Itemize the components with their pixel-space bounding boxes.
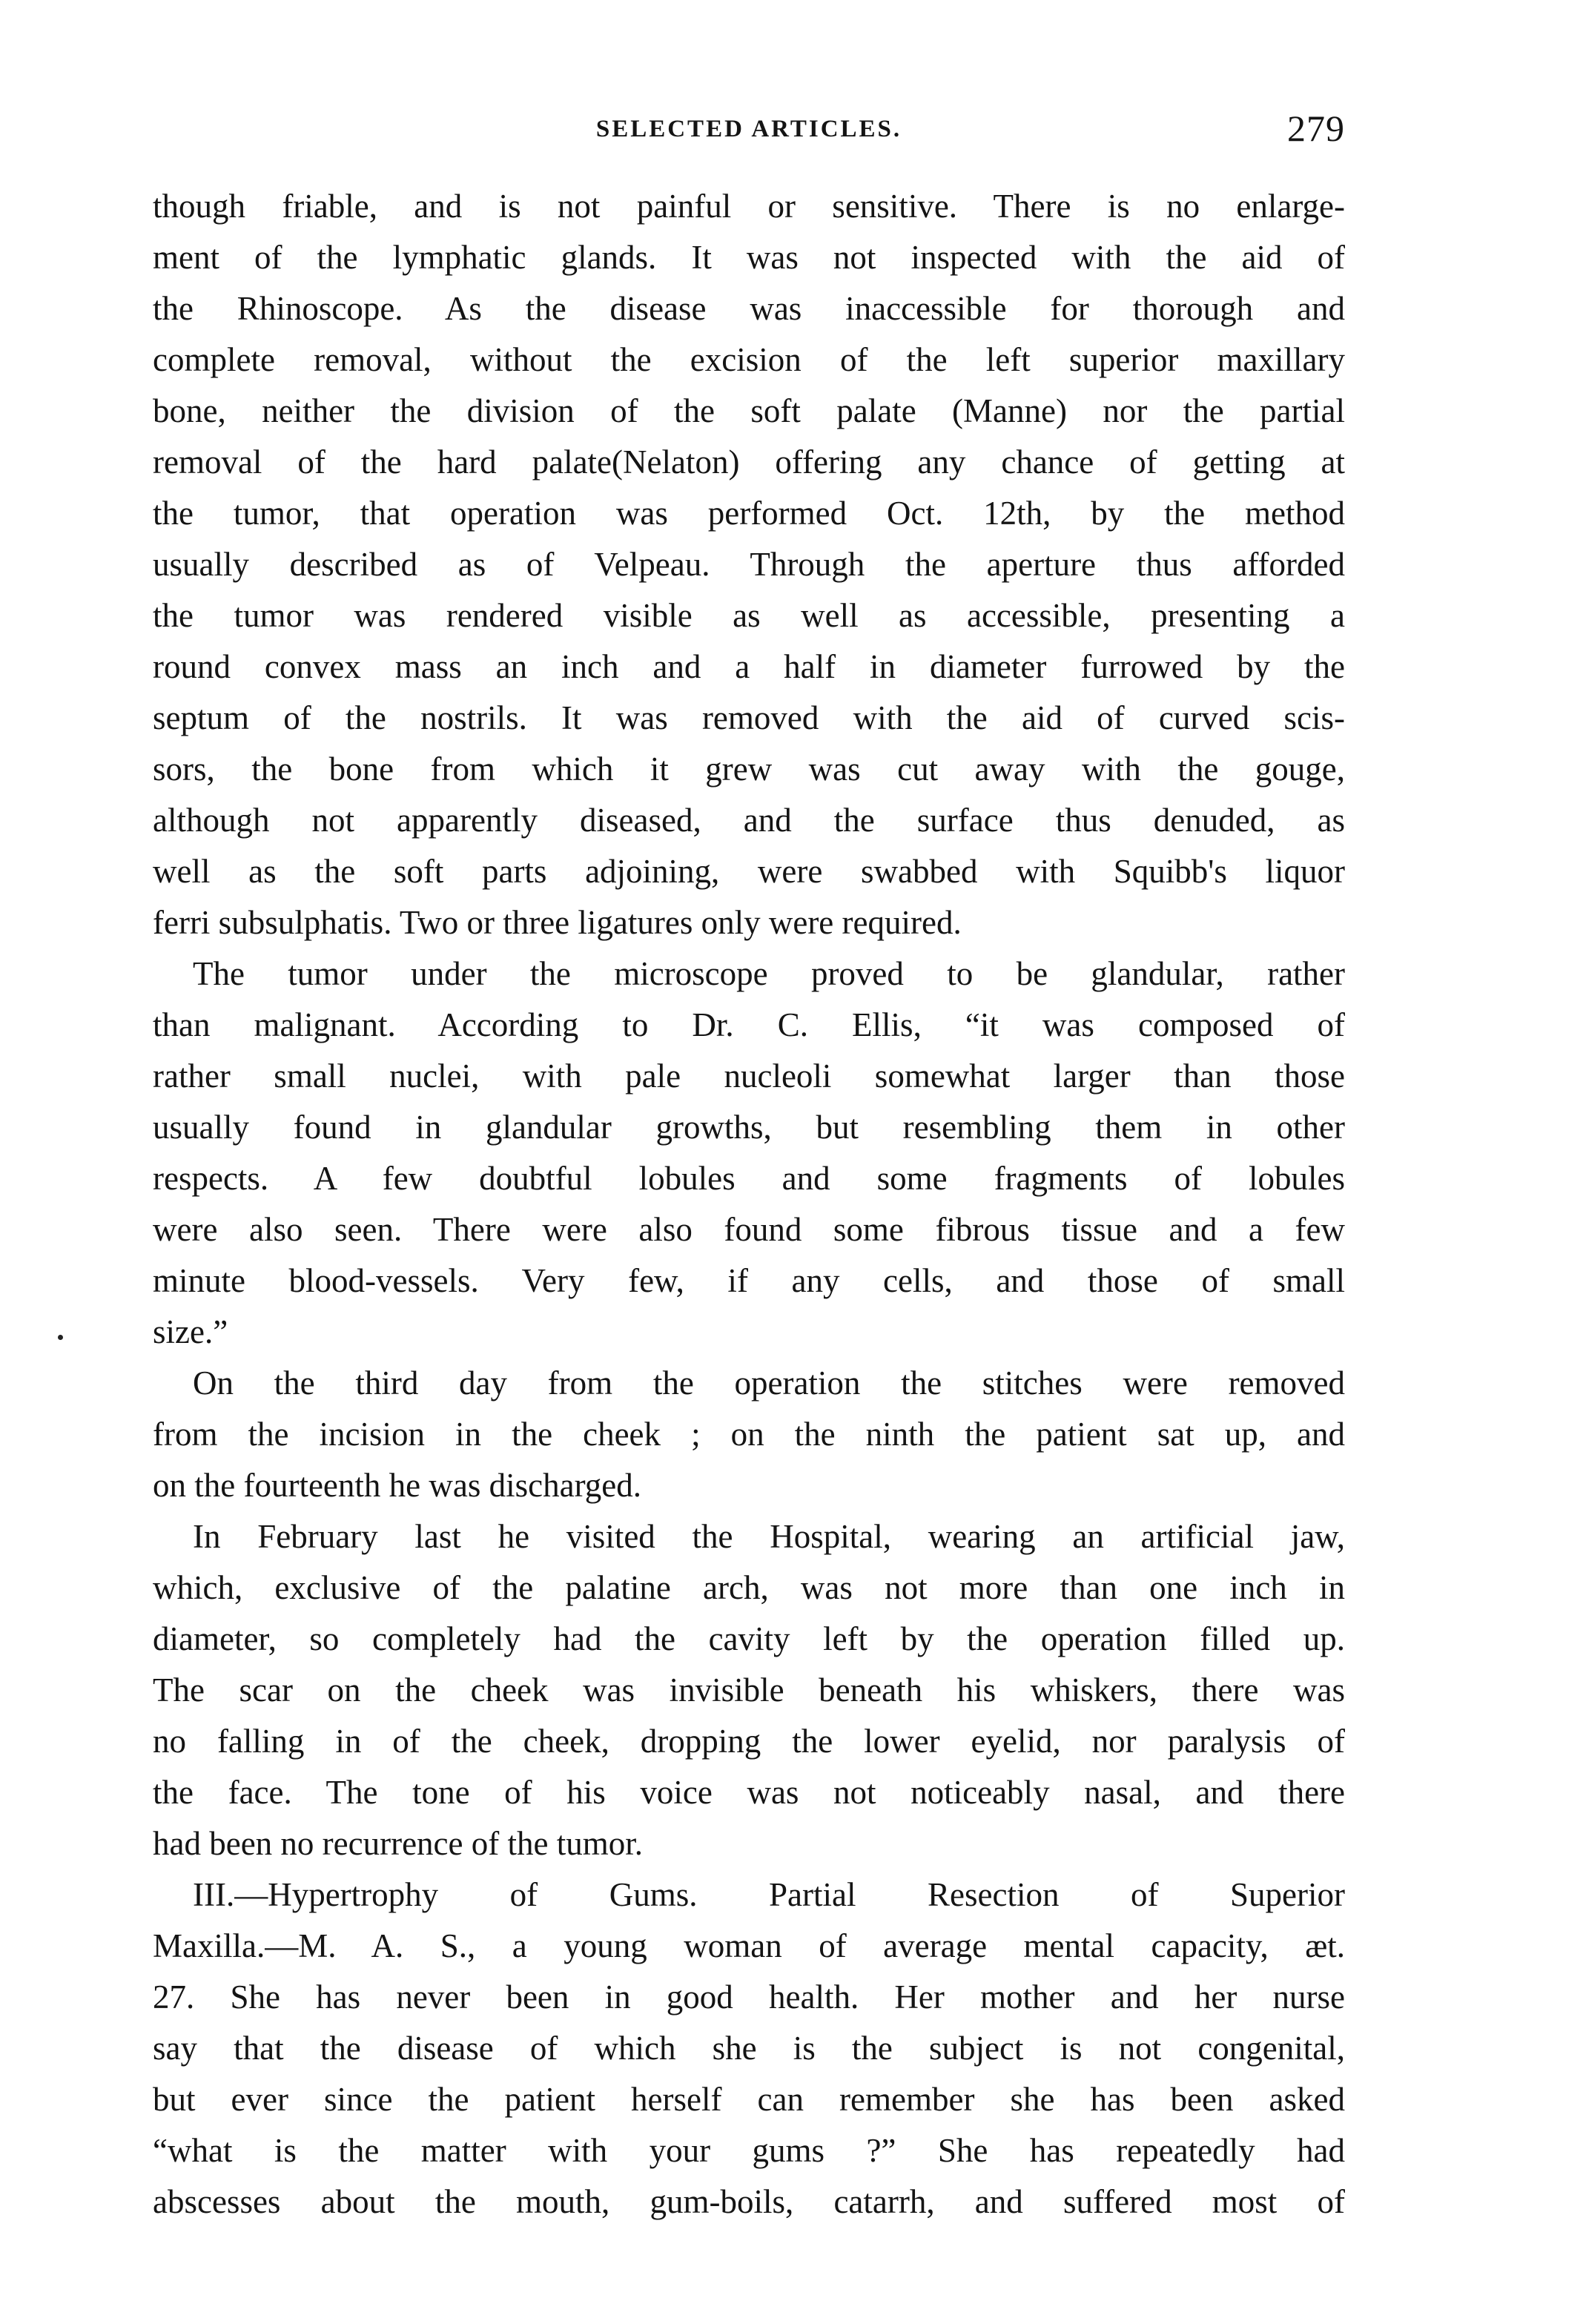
text-line: round convex mass an inch and a half in diameter furrowed by the [153, 648, 1345, 685]
text-line: bone, neither the division of the soft palate (Manne) nor the partial [153, 392, 1345, 429]
text-line: size.” [153, 1313, 228, 1350]
margin-mark [58, 1335, 63, 1340]
text-line: abscesses about the mouth, gum-boils, catarrh, and suffered most of [153, 2183, 1345, 2220]
text-line: although not apparently diseased, and the surface thus denuded, as [153, 802, 1345, 839]
text-line: 27. She has never been in good health. Her mother and her nurse [153, 1978, 1345, 2016]
text-line: no falling in of the cheek, dropping the lower eyelid, nor paralysis of [153, 1723, 1345, 1760]
paragraph-1 [153, 181, 1345, 948]
text-line: though friable, and is not painful or sensitive. There is no enlarge- [153, 188, 1345, 225]
text-line: respects. A few doubtful lobules and some fragments of lobules [153, 1160, 1345, 1197]
text-line: “what is the matter with your gums ?” She has repeatedly had [153, 2132, 1345, 2169]
running-title: SELECTED ARTICLES. [595, 116, 902, 142]
text-line: diameter, so completely had the cavity left by the operation filled up. [153, 1620, 1345, 1657]
paragraph-2 [153, 948, 1345, 1358]
text-line: Maxilla.—M. A. S., a young woman of average mental capacity, æt. [153, 1927, 1345, 1964]
text-line: but ever since the patient herself can remember she has been asked [153, 2081, 1345, 2118]
text-line: sors, the bone from which it grew was cut away with the gouge, [153, 750, 1345, 788]
section-heading-line: III.—Hypertrophy of Gums. Partial Resection of Superior [193, 1876, 1345, 1913]
text-line: rather small nuclei, with pale nucleoli somewhat larger than those [153, 1057, 1345, 1095]
text-line: The tumor under the microscope proved to be glandular, rather [193, 955, 1345, 992]
text-line: had been no recurrence of the tumor. [153, 1825, 643, 1862]
page-number: 279 [1287, 108, 1345, 149]
text-line: ment of the lymphatic glands. It was not inspected with the aid of [153, 239, 1345, 276]
running-head [153, 108, 1345, 156]
text-line: were also seen. There were also found some fibrous tissue and a few [153, 1211, 1345, 1248]
text-line: On the third day from the operation the stitches were removed [193, 1364, 1345, 1402]
text-line: on the fourteenth he was discharged. [153, 1467, 641, 1504]
paragraph-3 [153, 1358, 1345, 1511]
text-line: say that the disease of which she is the subject is not congenital, [153, 2030, 1345, 2067]
paragraph-5 [153, 1869, 1345, 2228]
text-line: usually found in glandular growths, but resembling them in other [153, 1109, 1345, 1146]
text-line: ferri subsulphatis. Two or three ligatures only were required. [153, 904, 962, 941]
text-line: the face. The tone of his voice was not noticeably nasal, and there [153, 1774, 1345, 1811]
text-line: septum of the nostrils. It was removed with the aid of curved scis- [153, 699, 1345, 736]
text-line: the tumor was rendered visible as well as accessible, presenting a [153, 597, 1345, 634]
text-line: In February last he visited the Hospital, wearing an artificial jaw, [193, 1518, 1345, 1555]
text-line: complete removal, without the excision of the left superior maxillary [153, 341, 1345, 378]
text-line: the Rhinoscope. As the disease was inaccessible for thorough and [153, 290, 1345, 327]
text-line: removal of the hard palate(Nelaton) offering any chance of getting at [153, 443, 1345, 481]
body-text [153, 181, 1345, 2228]
text-line: well as the soft parts adjoining, were swabbed with Squibb's liquor [153, 853, 1345, 890]
text-line: minute blood-vessels. Very few, if any cells, and those of small [153, 1262, 1345, 1299]
text-line: from the incision in the cheek ; on the ninth the patient sat up, and [153, 1416, 1345, 1453]
text-line: usually described as of Velpeau. Through the aperture thus afforded [153, 546, 1345, 583]
text-line: than malignant. According to Dr. C. Ellis, “it was composed of [153, 1006, 1345, 1043]
text-line: which, exclusive of the palatine arch, was not more than one inch in [153, 1569, 1345, 1606]
text-line: the tumor, that operation was performed Oct. 12th, by the method [153, 495, 1345, 532]
text-line: The scar on the cheek was invisible beneath his whiskers, there was [153, 1671, 1345, 1709]
paragraph-4 [153, 1511, 1345, 1869]
